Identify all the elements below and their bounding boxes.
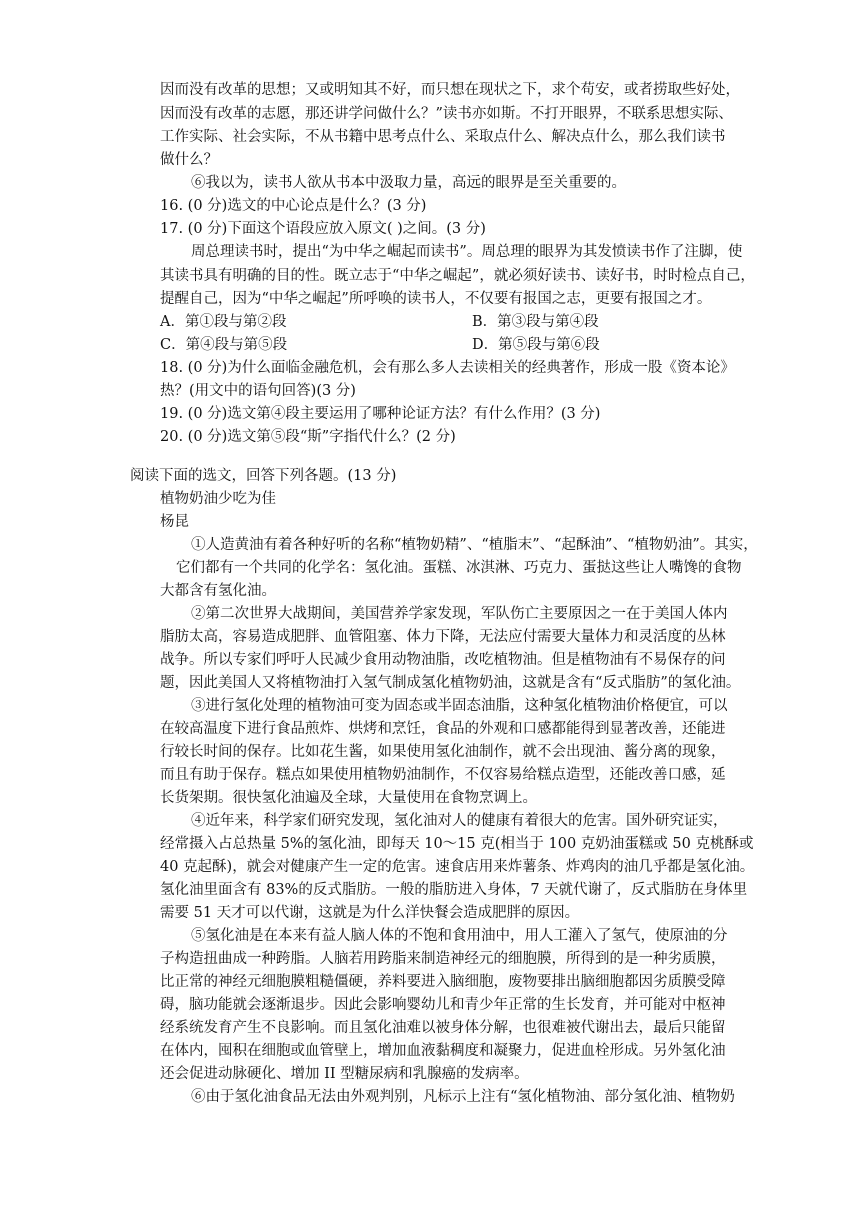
paragraph-3-line: 长货架期。很快氢化油遍及全球，大量使用在食物烹调上。	[160, 790, 537, 806]
question-18: 18. (0 分)为什么面临金融危机，会有那么多人去读相关的经典著作，形成一股《资本论》	[160, 360, 735, 376]
paragraph-4-line: 40 克起酥)，就会对健康产生一定的危害。速食店用来炸薯条、炸鸡肉的油几乎都是氢化油。	[160, 859, 755, 875]
option-d: D．第⑤段与第⑥段	[472, 337, 600, 353]
paragraph-2-line: 题，因此美国人又将植物油打入氢气制成氢化植物奶油，这就是含有“反式脂肪”的氢化油。	[160, 675, 741, 691]
option-b: B．第③段与第④段	[472, 314, 599, 330]
paragraph-5-line: 经系统发育产生不良影响。而且氢化油难以被身体分解，也很难被代谢出去，最后只能留	[160, 1020, 726, 1036]
paragraph-2-line: ②第二次世界大战期间，美国营养学家发现，军队伤亡主要原因之一在于美国人体内	[191, 606, 728, 622]
option-c: C．第④段与第⑤段	[160, 337, 288, 353]
paragraph-4-line: 需要 51 天才可以代谢，这就是为什么洋快餐会造成肥胖的原因。	[160, 905, 580, 921]
paragraph-4-line: ④近年来，科学家们研究发现，氢化油对人的健康有着很大的危害。国外研究证实，	[191, 813, 728, 829]
paragraph-1-line: ①人造黄油有着各种好听的名称“植物奶精”、“植脂末”、“起酥油”、“植物奶油”。其实，	[191, 537, 758, 553]
paragraph-3-line: 行较长时间的保存。比如花生酱，如果使用氢化油制作，就不会出现油、酱分离的现象，	[160, 744, 726, 760]
paragraph-2-line: 脂肪太高，容易造成肥胖、血管阻塞、体力下降，无法应付需要大量体力和灵活度的丛林	[160, 629, 726, 645]
paragraph-2-line: 战争。所以专家们呼吁人民减少食用动物油脂，改吃植物油。但是植物油有不易保存的问	[160, 652, 726, 668]
option-a: A．第①段与第②段	[160, 314, 287, 330]
question-17-passage-line: 提醒自己，因为“中华之崛起”所呼唤的读书人，不仅要有报国之志，更要有报国之才。	[160, 291, 712, 307]
paragraph-3-line: 在较高温度下进行食品煎炸、烘烤和烹饪，食品的外观和口感都能得到显著改善，还能进	[160, 721, 726, 737]
question-16: 16. (0 分)选文的中心论点是什么？(3 分)	[160, 198, 427, 214]
paragraph-5-line: ⑤氢化油是在本来有益人脑人体的不饱和食用油中，用人工灌入了氢气，使原油的分	[191, 928, 728, 944]
question-17-passage-line: 周总理读书时，提出“为中华之崛起而读书”。周总理的眼界为其发愤读书作了注脚，使	[191, 244, 743, 260]
paragraph-5-line: 在体内，囤积在细胞或血管壁上，增加血液黏稠度和凝聚力，促进血栓形成。另外氢化油	[160, 1043, 726, 1059]
question-18-line-2: 热？(用文中的语句回答)(3 分)	[160, 383, 356, 399]
section-instruction: 阅读下面的选文，回答下列各题。(13 分)	[130, 468, 397, 484]
question-19: 19. (0 分)选文第④段主要运用了哪种论证方法？有什么作用？(3 分)	[160, 406, 601, 422]
paragraph-3-line: ③进行氢化处理的植物油可变为固态或半固态油脂，这种氢化植物油价格便宜，可以	[191, 698, 728, 714]
article-title: 植物奶油少吃为佳	[160, 491, 276, 507]
paragraph-4-line: 经常摄入占总热量 5%的氢化油，即每天 10～15 克(相当于 100 克奶油蛋糕或 50 克桃酥或	[160, 836, 754, 852]
passage1-line: 工作实际、社会实际，不从书籍中思考点什么、采取点什么、解决点什么，那么我们读书	[160, 129, 726, 145]
passage1-line: 做什么？	[160, 152, 218, 168]
paragraph-5-line: 子构造扭曲成一种跨脂。人脑若用跨脂来制造神经元的细胞膜，所得到的是一种劣质膜，	[160, 951, 726, 967]
question-20: 20. (0 分)选文第⑤段“斯”字指代什么？(2 分)	[160, 429, 456, 445]
passage1-line: 因而没有改革的思想；又或明知其不好，而只想在现状之下，求个苟安，或者捞取些好处，	[160, 82, 740, 98]
paragraph-6-line: ⑥由于氢化油食品无法由外观判别，凡标示上注有“氢化植物油、部分氢化油、植物奶	[191, 1089, 735, 1105]
paragraph-1-line: 它们都有一个共同的化学名：氢化油。蛋糕、冰淇淋、巧克力、蛋挞这些让人嘴馋的食物	[176, 560, 742, 576]
article-author: 杨昆	[160, 514, 189, 530]
paragraph-3-line: 而且有助于保存。糕点如果使用植物奶油制作，不仅容易给糕点造型，还能改善口感，延	[160, 767, 726, 783]
paragraph-1-line: 大都含有氢化油。	[160, 583, 276, 599]
question-17-passage-line: 其读书具有明确的目的性。既立志于“中华之崛起”，就必须好读书、读好书，时时检点自己，	[160, 268, 755, 284]
paragraph-5-line: 比正常的神经元细胞膜粗糙僵硬，养料要进入脑细胞，废物要排出脑细胞都因劣质膜受障	[160, 974, 726, 990]
paragraph-5-line: 还会促进动脉硬化、增加 II 型糖尿病和乳腺癌的发病率。	[160, 1066, 529, 1082]
passage1-paragraph-6: ⑥我以为，读书人欲从书本中汲取力量，高远的眼界是至关重要的。	[191, 175, 626, 191]
question-17: 17. (0 分)下面这个语段应放入原文( )之间。(3 分)	[160, 221, 486, 237]
paragraph-5-line: 碍，脑功能就会逐渐退步。因此会影响婴幼儿和青少年正常的生长发育，并可能对中枢神	[160, 997, 726, 1013]
paragraph-4-line: 氢化油里面含有 83%的反式脂肪。一般的脂肪进入身体，7 天就代谢了，反式脂肪在身体里	[160, 882, 748, 898]
passage1-line: 因而没有改革的志愿，那还讲学问做什么？”读书亦如斯。不打开眼界，不联系思想实际、	[160, 106, 733, 122]
